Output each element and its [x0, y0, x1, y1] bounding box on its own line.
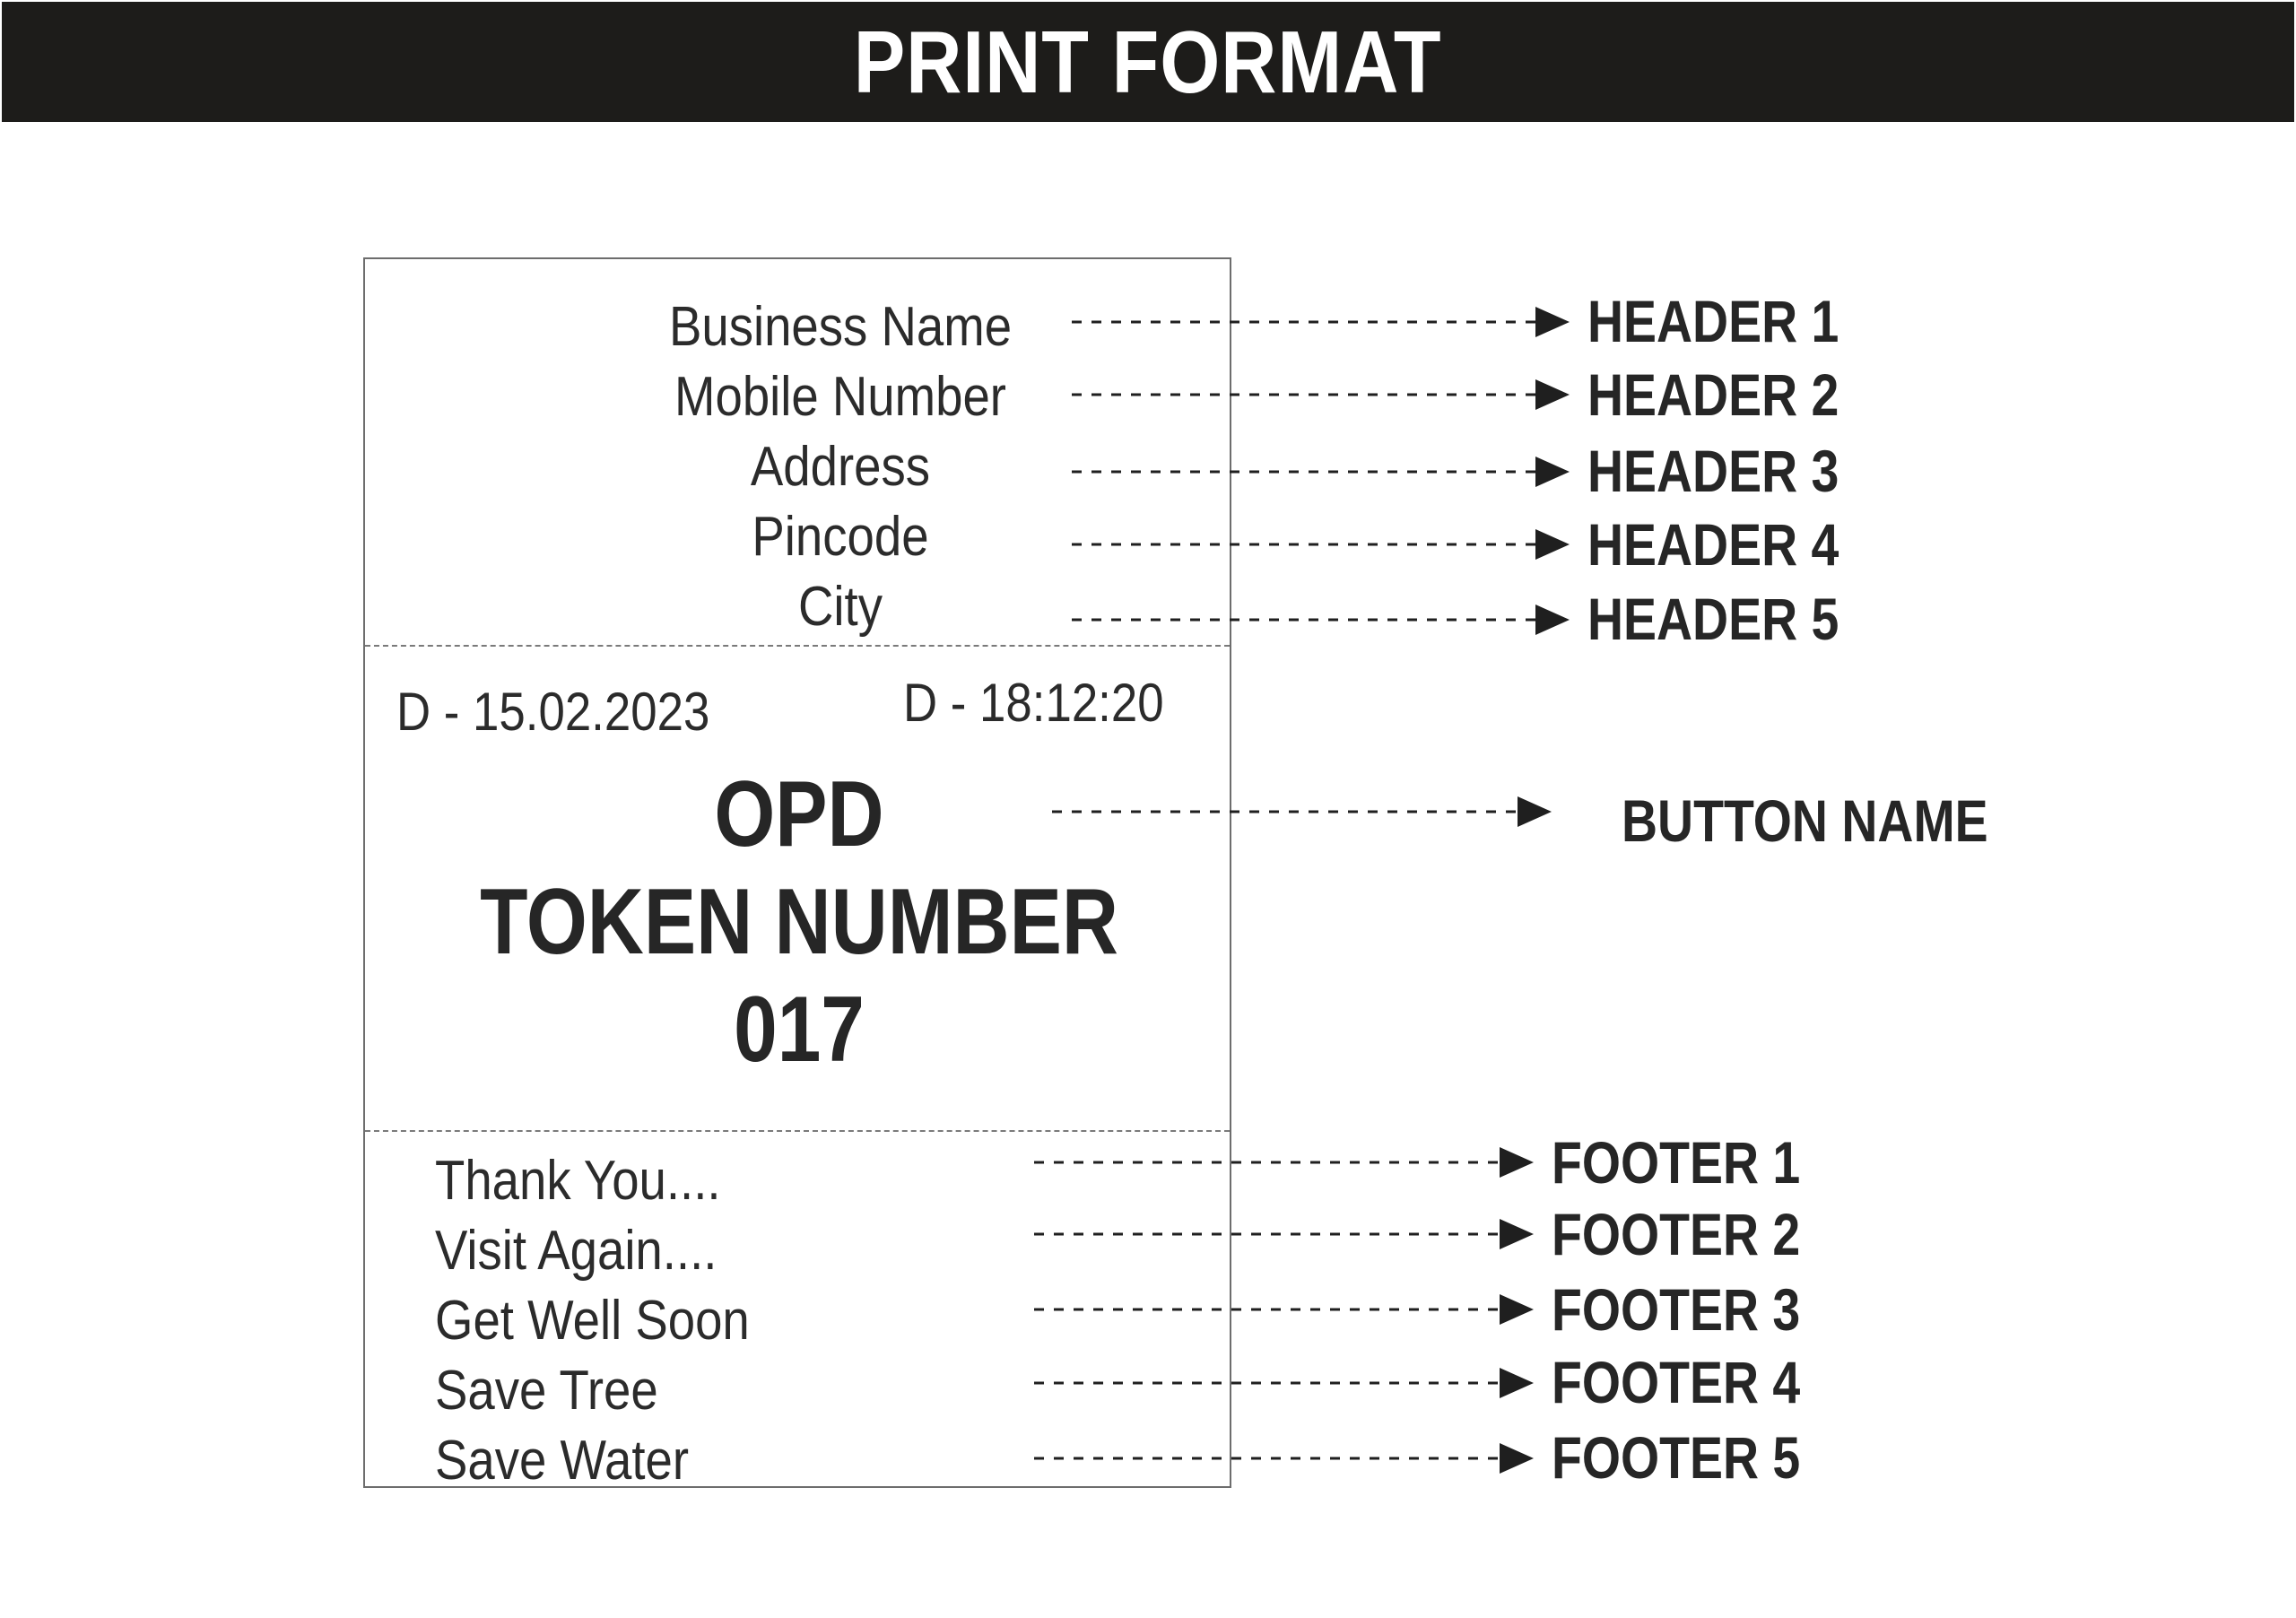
label-footer-5: FOOTER 5 — [1552, 1424, 1801, 1491]
token-label: TOKEN NUMBER — [480, 870, 1118, 974]
footer-divider — [365, 1130, 1230, 1132]
receipt-footer-line-2: Visit Again.... — [435, 1220, 718, 1282]
arrowhead-header-2 — [1535, 379, 1570, 410]
receipt-date: D - 15.02.2023 — [396, 682, 710, 742]
label-footer-1: FOOTER 1 — [1552, 1129, 1801, 1196]
receipt-header-line-1: Business Name — [668, 296, 1013, 358]
token-number: 017 — [734, 978, 865, 1082]
title-bar — [2, 2, 2294, 122]
receipt-header-line-2: Mobile Number — [674, 366, 1006, 428]
receipt-header-line-4: Pincode — [752, 506, 929, 568]
page-title: PRINT FORMAT — [854, 12, 1442, 111]
arrowhead-header-5 — [1535, 605, 1570, 635]
label-button-name: BUTTON NAME — [1622, 787, 1988, 854]
receipt-footer-line-4: Save Tree — [435, 1360, 658, 1422]
arrowhead-footer-5 — [1500, 1443, 1534, 1474]
label-header-4: HEADER 4 — [1587, 511, 1839, 578]
arrowhead-footer-1 — [1500, 1147, 1534, 1178]
receipt-time: D - 18:12:20 — [903, 673, 1164, 733]
arrowhead-footer-2 — [1500, 1219, 1534, 1249]
label-header-1: HEADER 1 — [1587, 288, 1839, 354]
department-name: OPD — [714, 762, 884, 866]
header-divider — [365, 645, 1230, 647]
label-header-3: HEADER 3 — [1587, 438, 1839, 504]
arrowhead-button-name — [1518, 796, 1552, 827]
receipt-preview — [363, 257, 1231, 1492]
receipt-header-line-5: City — [798, 576, 883, 638]
label-footer-3: FOOTER 3 — [1552, 1276, 1801, 1343]
receipt-footer-line-3: Get Well Soon — [435, 1290, 750, 1352]
arrowhead-header-3 — [1535, 457, 1570, 487]
label-footer-2: FOOTER 2 — [1552, 1201, 1801, 1267]
receipt-footer-line-5: Save Water — [435, 1430, 690, 1492]
arrowhead-footer-4 — [1500, 1368, 1534, 1398]
arrowhead-footer-3 — [1500, 1294, 1534, 1325]
arrowhead-header-4 — [1535, 529, 1570, 560]
receipt-footer-line-1: Thank You.... — [435, 1150, 721, 1212]
receipt-header-line-3: Address — [750, 436, 931, 498]
label-header-5: HEADER 5 — [1587, 586, 1839, 652]
arrowhead-header-1 — [1535, 307, 1570, 337]
label-footer-4: FOOTER 4 — [1552, 1349, 1801, 1415]
label-header-2: HEADER 2 — [1587, 361, 1839, 428]
